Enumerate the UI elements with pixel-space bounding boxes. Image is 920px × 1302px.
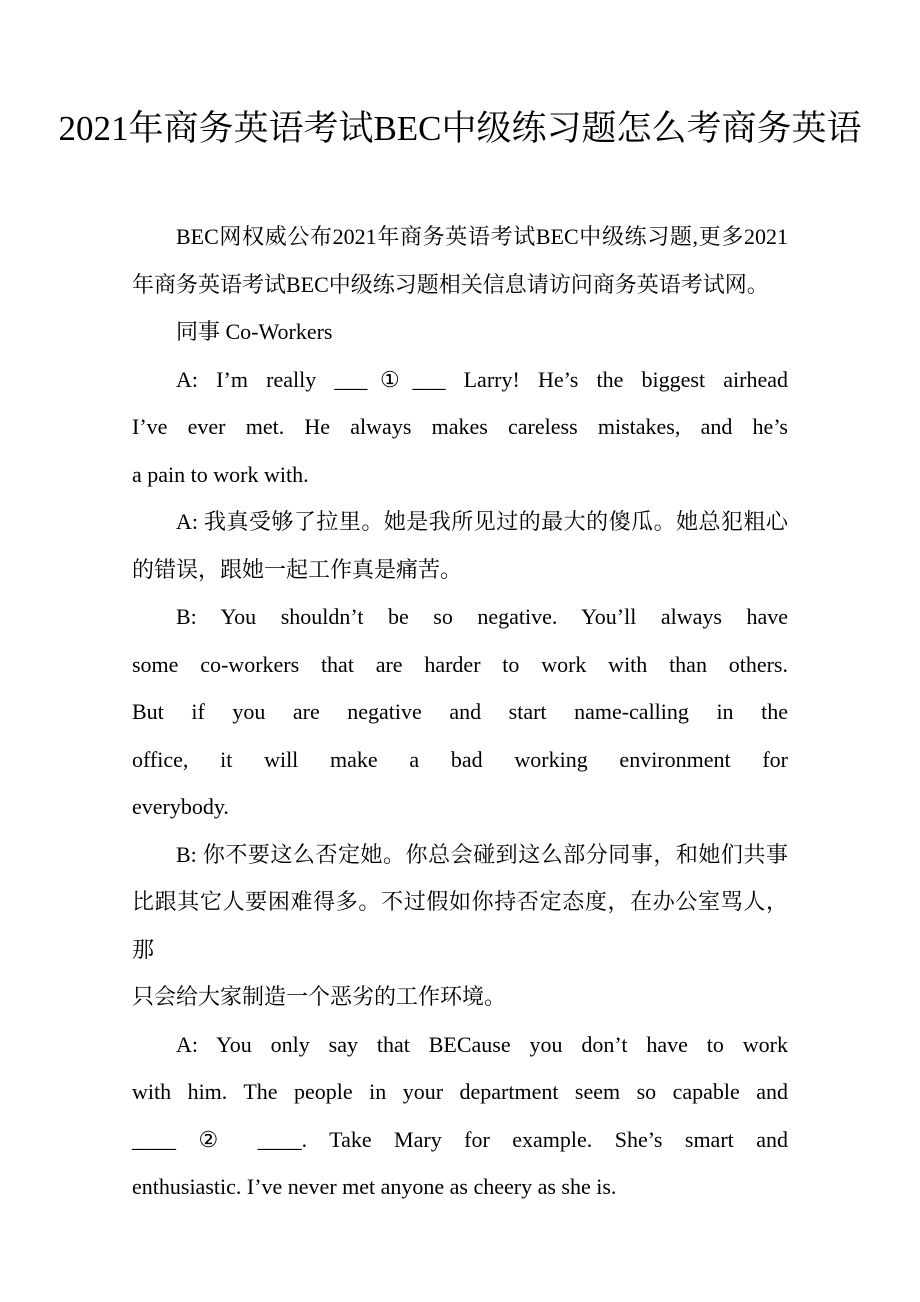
text-line: with him. The people in your department seem so capable and [132, 1079, 788, 1104]
text-line: enthusiastic. I’ve never met anyone as cheery as she is. [132, 1174, 617, 1199]
text-line: A: I’m really ___①___ Larry! He’s the biggest airhead [176, 366, 788, 392]
text-line: I’ve ever met. He always makes careless mistakes, and he’s [132, 414, 788, 439]
text-line: B: 你不要这么否定她。你总会碰到这么部分同事，和她们共事 [176, 841, 788, 867]
text-line: A: 我真受够了拉里。她是我所见过的最大的傻瓜。她总犯粗心 [176, 509, 788, 534]
document-title: 2021年商务英语考试BEC中级练习题怎么考商务英语 [58, 109, 862, 148]
text-line: ____ ② ____. Take Mary for example. She’s smart and [132, 1126, 788, 1152]
text-line: everybody. [132, 794, 229, 819]
text-line: some co-workers that are harder to work with than others. [132, 651, 788, 677]
paragraph-coworkers-heading [132, 308, 788, 356]
text-line: 的错误，跟她一起工作真是痛苦。 [132, 556, 463, 582]
paragraph-dialog-a-chinese [132, 498, 788, 593]
text-line: B: You shouldn’t be so negative. You’ll always have [176, 604, 788, 629]
paragraph-dialog-b-english [132, 593, 788, 831]
text-line: 比跟其它人要困难得多。不过假如你持否定态度，在办公室骂人，那 [132, 889, 788, 962]
paragraph-dialog-a-english [132, 356, 788, 499]
text-line: A: You only say that BECause you don’t have to work [176, 1031, 788, 1057]
text-line: 只会给大家制造一个恶劣的工作环境。 [132, 984, 507, 1009]
text-line: But if you are negative and start name-calling in the [132, 699, 788, 724]
paragraph-intro [132, 213, 788, 308]
text-line: BEC网权威公布2021年商务英语考试BEC中级练习题,更多2021 [176, 224, 788, 249]
text-line: 年商务英语考试BEC中级练习题相关信息请访问商务英语考试网。 [132, 271, 769, 297]
paragraph-dialog-a2-english [132, 1021, 788, 1211]
document-body [0, 213, 920, 1211]
text-line: a pain to work with. [132, 461, 309, 487]
text-line: office, it will make a bad working environment for [132, 746, 788, 772]
paragraph-dialog-b-chinese [132, 831, 788, 1021]
text-line: 同事 Co-Workers [176, 319, 333, 344]
